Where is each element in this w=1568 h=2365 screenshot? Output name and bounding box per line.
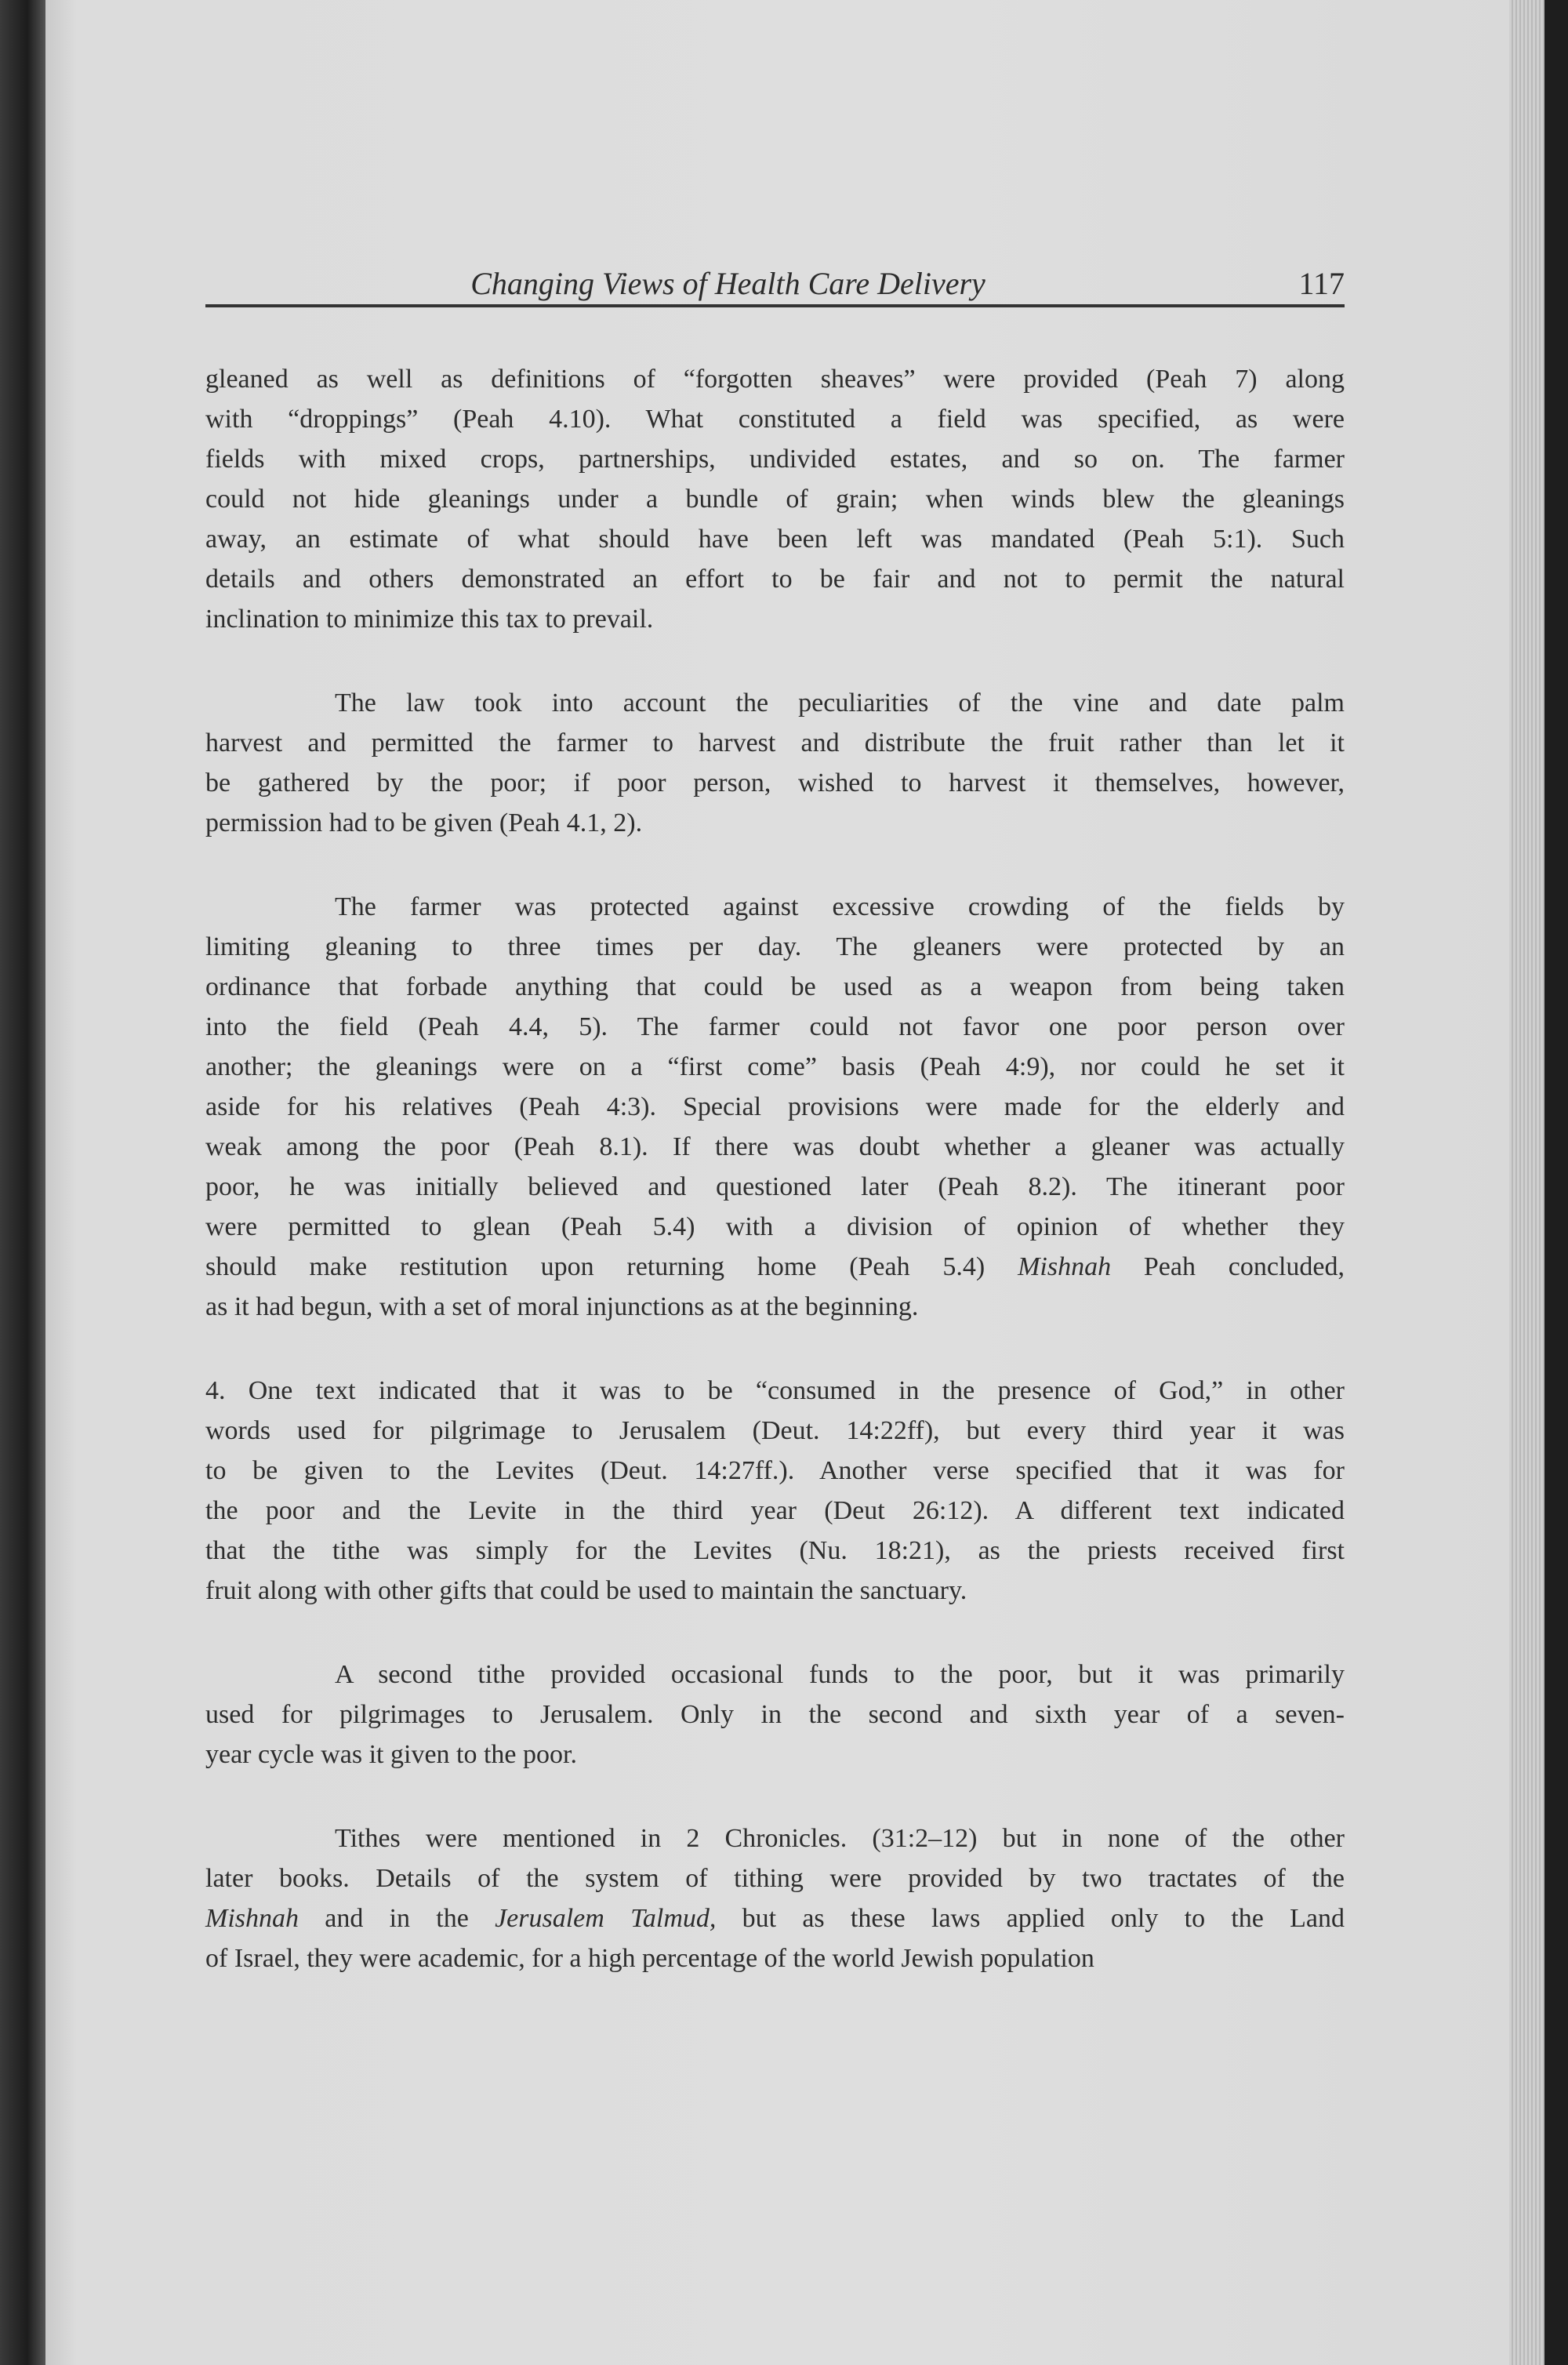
text-line [205,1371,1345,1411]
text-line [205,439,1345,479]
text-line [205,763,1345,803]
text-segment: limiting gleaning to three times per day. The gleaners were protected by an [205,932,1345,961]
text-segment: poor, he was initially believed and questioned later (Peah 8.2). The itinerant poor [205,1172,1345,1201]
text-segment: The farmer was protected against excessive crowding of the fields by [335,892,1345,921]
text-line [205,803,1345,843]
text-segment: fruit along with other gifts that could be used to maintain the sanctuary. [205,1576,967,1605]
text-line [205,1451,1345,1491]
italic-text: Jerusalem Talmud, [495,1904,717,1933]
text-line [205,1898,1345,1938]
text-segment: harvest and permitted the farmer to harvest and distribute the fruit rather than let it [205,728,1345,757]
page-edges [1509,0,1544,2365]
text-segment: permission had to be given (Peah 4.1, 2). [205,808,643,837]
text-segment: inclination to minimize this tax to prevail. [205,605,654,634]
text-line [205,927,1345,967]
text-line [205,1531,1345,1571]
running-header [205,259,1345,306]
text-segment: A second tithe provided occasional funds to the poor, but it was primarily [335,1660,1345,1689]
italic-text: Mishnah [1018,1252,1112,1281]
text-line [205,1938,1345,1978]
text-segment: The law took into account the peculiarities of the vine and date palm [335,688,1345,717]
text-line [205,1247,1345,1287]
text-segment: ordinance that forbade anything that could be used as a weapon from being taken [205,972,1345,1001]
text-line [205,683,1345,723]
paragraph [205,683,1345,843]
running-title: Changing Views of Health Care Delivery [470,266,985,301]
text-line [205,1858,1345,1898]
text-segment: another; the gleanings were on a “first come” basis (Peah 4:9), nor could he set it [205,1052,1345,1081]
text-segment: Peah concluded, [1111,1252,1345,1281]
text-line [205,1655,1345,1695]
text-line [205,1167,1345,1207]
text-segment: to be given to the Levites (Deut. 14:27ff.). Another verse specified that it was for [205,1456,1345,1485]
text-segment: away, an estimate of what should have been left was mandated (Peah 5:1). Such [205,525,1345,554]
text-line [205,559,1345,599]
text-segment: the poor and the Levite in the third year (Deut 26:12). A different text indicated [205,1496,1345,1525]
text-line [205,599,1345,639]
text-line [205,967,1345,1007]
text-line [205,1818,1345,1858]
text-line [205,723,1345,763]
text-segment: Tithes were mentioned in 2 Chronicles. (31:2–12) but in none of the other [335,1824,1345,1853]
text-segment: that the tithe was simply for the Levites (Nu. 18:21), as the priests received first [205,1536,1345,1565]
paragraph [205,887,1345,1327]
text-line [205,399,1345,439]
text-segment: details and others demonstrated an effort to be fair and not to permit the natural [205,565,1345,594]
text-segment: weak among the poor (Peah 8.1). If there was doubt whether a gleaner was actually [205,1132,1345,1161]
text-line [205,1571,1345,1611]
italic-text: Mishnah [205,1904,299,1933]
text-line [205,1695,1345,1735]
paragraph [205,1655,1345,1775]
text-line [205,1735,1345,1775]
text-line [205,1127,1345,1167]
text-segment: could not hide gleanings under a bundle of grain; when winds blew the gleanings [205,485,1345,514]
text-segment: fields with mixed crops, partnerships, undivided estates, and so on. The farmer [205,445,1345,474]
text-line [205,519,1345,559]
header-rule [205,304,1345,307]
paragraph [205,1371,1345,1611]
page-number: 117 [1298,266,1345,301]
text-line [205,479,1345,519]
text-line [205,359,1345,399]
text-segment: later books. Details of the system of tithing were provided by two tractates of the [205,1864,1345,1893]
text-segment: words used for pilgrimage to Jerusalem (Deut. 14:22ff), but every third year it was [205,1416,1345,1445]
text-segment: year cycle was it given to the poor. [205,1740,577,1769]
paragraph [205,1818,1345,1978]
text-line [205,1047,1345,1087]
body-text [205,359,1345,2022]
text-segment: with “droppings” (Peah 4.10). What constituted a field was specified, as were [205,405,1345,434]
text-segment: gleaned as well as definitions of “forgotten sheaves” were provided (Peah 7) along [205,365,1345,394]
text-line [205,1491,1345,1531]
text-segment: used for pilgrimages to Jerusalem. Only in the second and sixth year of a seven- [205,1700,1345,1729]
text-line [205,1087,1345,1127]
text-line [205,1287,1345,1327]
text-segment: were permitted to glean (Peah 5.4) with a division of opinion of whether they [205,1212,1345,1241]
text-segment: into the field (Peah 4.4, 5). The farmer could not favor one poor person over [205,1012,1345,1041]
book-spine-shadow [0,0,45,2365]
text-segment: and in the [299,1904,495,1933]
text-segment: but as these laws applied only to the Land [716,1904,1345,1933]
text-segment: aside for his relatives (Peah 4:3). Special provisions were made for the elderly and [205,1092,1345,1121]
text-line [205,1411,1345,1451]
text-segment: be gathered by the poor; if poor person, wished to harvest it themselves, however, [205,768,1345,797]
text-segment: as it had begun, with a set of moral injunctions as at the beginning. [205,1292,919,1321]
background-edge [1544,0,1568,2365]
text-line [205,1007,1345,1047]
text-segment: 4. One text indicated that it was to be “consumed in the presence of God,” in other [205,1376,1345,1405]
paragraph [205,359,1345,639]
text-line [205,1207,1345,1247]
text-segment: should make restitution upon returning home (Peah 5.4) [205,1252,1018,1281]
text-line [205,887,1345,927]
text-segment: of Israel, they were academic, for a high percentage of the world Jewish population [205,1944,1094,1973]
